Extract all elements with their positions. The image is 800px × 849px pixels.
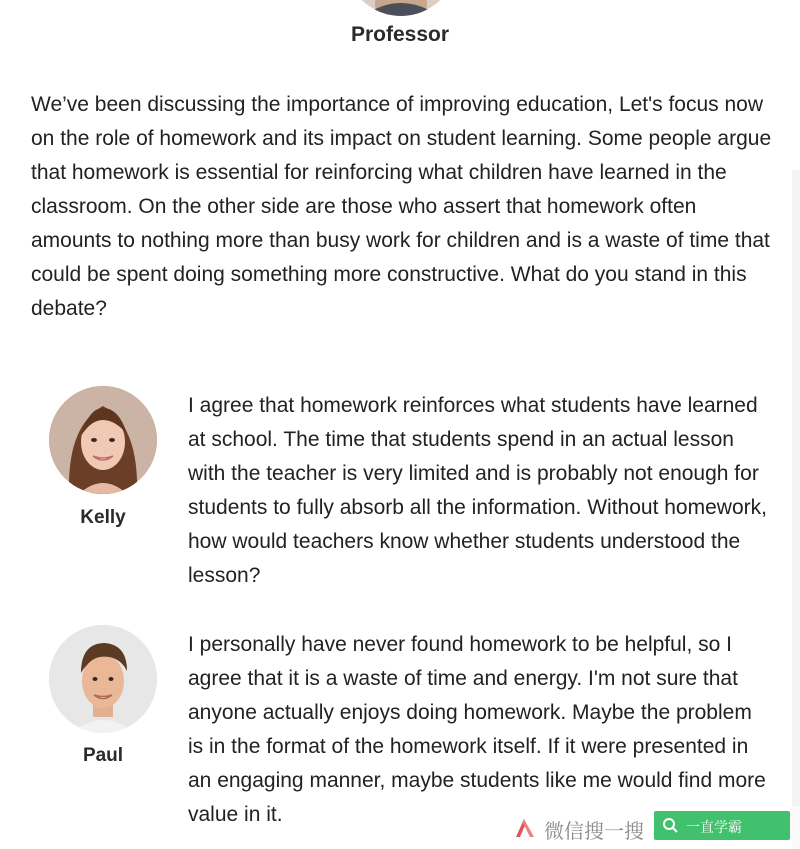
professor-avatar-photo — [345, 0, 457, 16]
kelly-avatar — [49, 386, 157, 494]
professor-name: Professor — [350, 23, 450, 46]
kelly-response: I agree that homework reinforces what students have learned at school. The time that students spend in an actual lesson with the teacher is very limited and is probably not enough for students to fully absorb all the information. Without homework, how would teachers know whether students understood the lesson? — [188, 394, 767, 587]
professor-avatar — [345, 0, 457, 16]
paul-avatar — [49, 625, 157, 733]
scrollbar[interactable] — [792, 170, 800, 849]
professor-prompt: We’ve been discussing the importance of improving education, Let's focus now on the role of homework and its impact on student learning. Some people argue that homework is essential for reinforcing what children have learned in the classroom. On the other side are those who assert that homework often amounts to nothing more than busy work for children and is a waste of time that could be spent doing something more constructive. What do you stand in this debate? — [31, 93, 772, 320]
watermark-search-button[interactable] — [654, 811, 790, 840]
watermark-text: 微信搜一搜 — [544, 819, 644, 843]
paul-name: Paul — [82, 745, 124, 766]
search-icon — [662, 817, 678, 833]
wechat-search-watermark — [502, 806, 800, 849]
paul-response: I personally have never found homework to be helpful, so I agree that it is a waste of time and energy. I'm not sure that anyone actually enjoys doing homework. Maybe the problem is in the format of the homework itself. If it were presented in an engaging manner, maybe students like me would find more value in it. — [188, 633, 766, 826]
kelly-name: Kelly — [80, 507, 126, 528]
paul-avatar-photo — [49, 625, 157, 733]
watermark-button-label: 一直学霸 — [686, 820, 742, 836]
kelly-avatar-photo — [49, 386, 157, 494]
wechat-search-icon — [512, 815, 538, 841]
